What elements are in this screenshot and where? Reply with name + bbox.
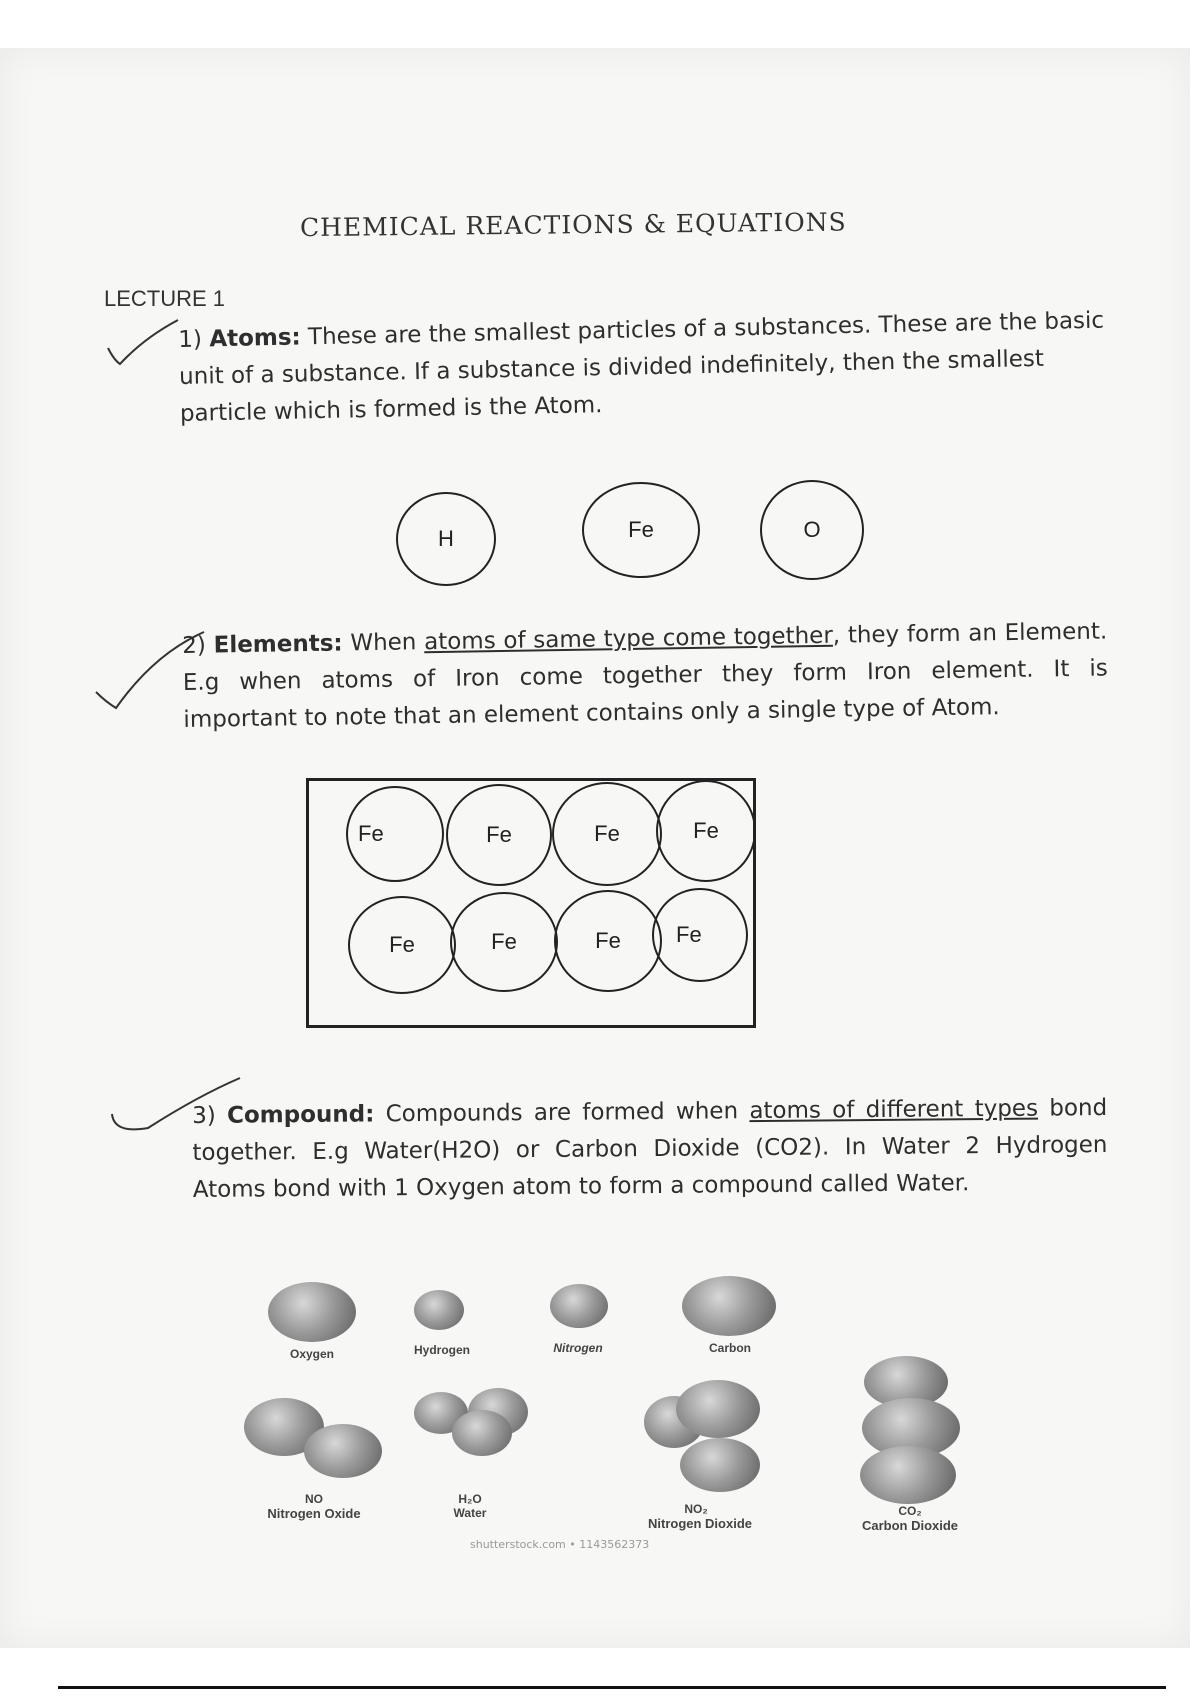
section-compound-line2: together. E.g Water(H2O) or Carbon Dioxide (CO2). In Water 2 Hydrogen xyxy=(192,1132,1108,1166)
section-compound-line3: Atoms bond with 1 Oxygen atom to form a compound called Water. xyxy=(192,1170,970,1203)
section-compound-text-end: bond xyxy=(1049,1095,1108,1122)
no-molecule-atom xyxy=(304,1424,382,1478)
lecture-heading: LECTURE 1 xyxy=(104,286,226,311)
section-compound-term: Compound: xyxy=(226,1101,375,1129)
co2-molecule-atom xyxy=(860,1446,956,1504)
no2-molecule-atom xyxy=(680,1438,760,1492)
no2-name: Nitrogen Dioxide xyxy=(647,1516,752,1531)
no-name: Nitrogen Oxide xyxy=(267,1506,361,1521)
section-elements-line2: E.g when atoms of Iron come together they form Iron element. It is xyxy=(182,655,1108,696)
co2-formula: CO₂ xyxy=(898,1504,922,1518)
section-compound-number: 3) xyxy=(192,1102,216,1129)
atom-oxygen: O xyxy=(760,480,864,580)
no-formula: NO xyxy=(305,1492,323,1506)
section-atoms-line1: These are the smallest particles of a substances. These are the basic xyxy=(307,307,1105,351)
section-elements xyxy=(182,613,1109,739)
section-elements-text: When xyxy=(350,629,417,657)
stock-credit: shutterstock.com • 1143562373 xyxy=(470,1538,650,1551)
section-elements-term: Elements: xyxy=(213,630,343,659)
carbon-atom-image xyxy=(682,1276,776,1336)
underlined-phrase: atoms of different types xyxy=(749,1095,1039,1125)
section-atoms-line2: unit of a substance. If a substance is divided indefinitely, then the smallest xyxy=(178,345,1045,390)
no2-molecule-atom xyxy=(676,1380,760,1438)
underlined-phrase: atoms of same type come together xyxy=(423,622,834,656)
section-elements-line3: important to note that an element contains only a single type of Atom. xyxy=(183,694,1000,733)
section-atoms-term: Atoms: xyxy=(209,324,301,353)
nitrogen-label: Nitrogen xyxy=(553,1341,603,1355)
co2-name: Carbon Dioxide xyxy=(861,1518,959,1533)
iron-atom: Fe xyxy=(554,890,662,992)
iron-atom: Fe xyxy=(652,888,748,982)
iron-atom: Fe xyxy=(346,786,444,882)
iron-atom: Fe xyxy=(656,780,756,882)
check-mark-icon xyxy=(104,318,184,378)
section-atoms-number: 1) xyxy=(178,326,203,353)
water-formula: H₂O xyxy=(458,1492,482,1506)
iron-atom: Fe xyxy=(446,784,552,886)
section-compound xyxy=(192,1090,1108,1209)
water-molecule-atom xyxy=(452,1410,512,1456)
iron-atom: Fe xyxy=(450,892,558,992)
nitrogen-atom-image xyxy=(550,1284,608,1328)
page-title: CHEMICAL REACTIONS & EQUATIONS xyxy=(299,207,847,243)
hydrogen-label: Hydrogen xyxy=(413,1343,470,1357)
section-elements-text-end: , they form an Element. xyxy=(832,618,1108,649)
atom-hydrogen: H xyxy=(396,492,496,586)
no2-formula: NO₂ xyxy=(684,1502,708,1516)
bottom-rule xyxy=(58,1686,1166,1689)
section-elements-number: 2) xyxy=(182,632,207,659)
section-compound-text: Compounds are formed when xyxy=(385,1098,739,1128)
iron-atom: Fe xyxy=(552,782,662,886)
water-name: Water xyxy=(453,1506,487,1520)
hydrogen-atom-image xyxy=(414,1290,464,1330)
section-atoms-line3: particle which is formed is the Atom. xyxy=(179,392,603,427)
iron-atom: Fe xyxy=(348,896,456,994)
oxygen-label: Oxygen xyxy=(289,1347,334,1361)
oxygen-atom-image xyxy=(268,1282,356,1342)
carbon-label: Carbon xyxy=(709,1341,751,1355)
atom-iron: Fe xyxy=(582,482,700,578)
section-atoms xyxy=(178,303,1110,433)
